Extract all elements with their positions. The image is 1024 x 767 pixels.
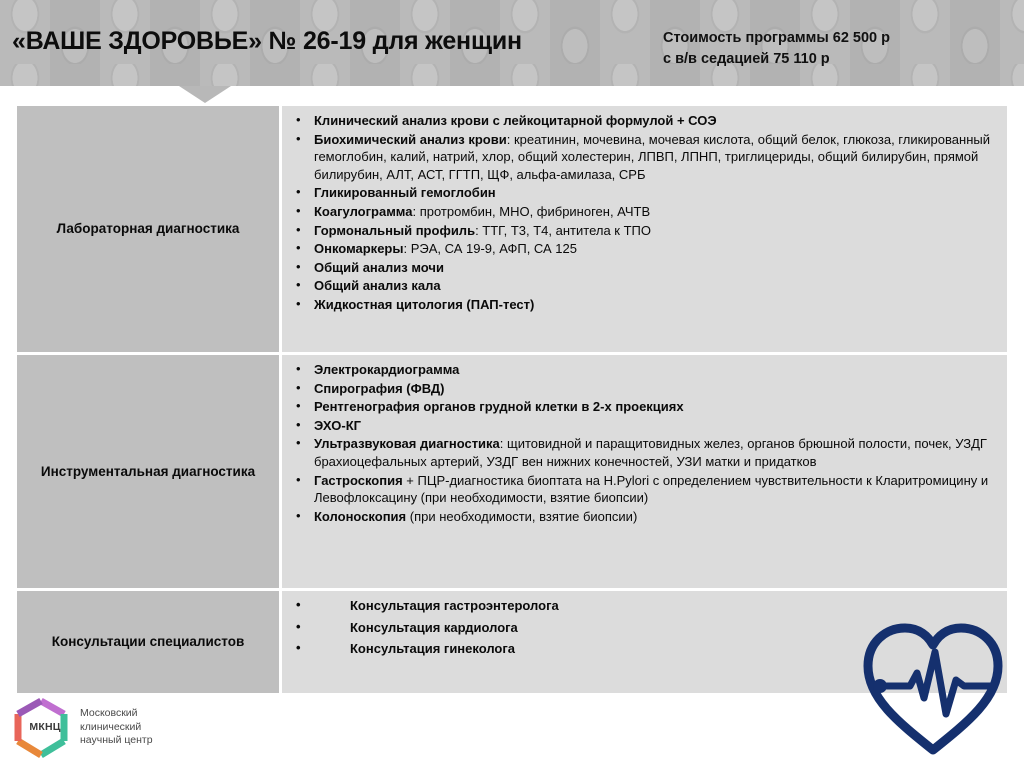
list-item-title: Консультация гинеколога bbox=[350, 641, 516, 657]
list-item-detail: : протромбин, МНО, фибриноген, АЧТВ bbox=[412, 203, 651, 219]
list-item-title: Консультация гастроэнтеролога bbox=[350, 598, 559, 613]
list-item-title: Колоноскопия bbox=[314, 508, 407, 524]
list-item bbox=[292, 222, 997, 240]
item-list bbox=[292, 361, 997, 525]
logo-name-line-2: клинический bbox=[80, 720, 142, 733]
pulse-line bbox=[880, 652, 992, 714]
list-item-title: Клинический анализ крови с лейкоцитарной формулой + СОЭ bbox=[314, 113, 717, 128]
list-item bbox=[292, 398, 997, 416]
list-item-title: Жидкостная цитология (ПАП-тест) bbox=[314, 296, 535, 312]
list-item bbox=[292, 508, 997, 526]
list-item-detail: + ПЦР-диагностика биоптата на H.Pylori с определением чувствительности к Кларитромицину и Левофлоксацину (при необходимости, взятие биопсии) bbox=[314, 472, 989, 506]
table-row bbox=[17, 355, 1007, 588]
list-item-title: Ультразвуковая диагностика bbox=[314, 436, 500, 452]
list-item bbox=[292, 277, 997, 295]
list-item bbox=[292, 240, 997, 258]
list-item bbox=[292, 417, 997, 435]
pulse-start-dot bbox=[873, 679, 887, 693]
list-item-title: Электрокардиограмма bbox=[314, 362, 460, 377]
row-label-instr: Инструментальная диагностика bbox=[17, 355, 279, 588]
list-item-title: Биохимический анализ крови bbox=[314, 131, 507, 147]
list-item-title: Рентгенография органов грудной клетки в 2-х проекциях bbox=[314, 399, 684, 415]
list-item-title: Гастроскопия bbox=[314, 472, 407, 488]
list-item bbox=[292, 380, 997, 398]
list-item bbox=[292, 259, 997, 277]
organization-logo bbox=[10, 697, 240, 759]
row-label-cons: Консультации специалистов bbox=[17, 591, 279, 693]
program-table bbox=[14, 103, 1010, 696]
list-item-detail: : ТТГ, Т3, Т4, антитела к ТПО bbox=[475, 222, 651, 238]
list-item bbox=[292, 203, 997, 221]
list-item bbox=[292, 112, 997, 130]
table-row bbox=[17, 106, 1007, 352]
list-item-title: Спирография (ФВД) bbox=[314, 380, 445, 396]
list-item bbox=[292, 361, 997, 379]
logo-name-line-1: Московский bbox=[80, 707, 138, 719]
list-item-detail: (при необходимости, взятие биопсии) bbox=[406, 508, 638, 524]
logo-mark-text: МКНЦ bbox=[29, 721, 61, 733]
row-label-lab: Лабораторная диагностика bbox=[17, 106, 279, 352]
list-item-detail: : щитовидной и паращитовидных желез, органов брюшной полости, почек, УЗДГ брахиоцефальных артерий, УЗДГ вен нижних конечностей, УЗИ матки и придатков bbox=[314, 436, 987, 469]
header-notch-decoration bbox=[179, 86, 231, 103]
page-header bbox=[0, 0, 1024, 86]
price-block bbox=[663, 28, 890, 70]
list-item bbox=[292, 131, 997, 184]
list-item bbox=[292, 472, 997, 507]
heart-pulse-icon bbox=[858, 618, 1008, 758]
list-item-title: Коагулограмма bbox=[314, 203, 413, 219]
list-item-detail: : РЭА, СА 19-9, АФП, СА 125 bbox=[403, 241, 577, 257]
list-item-title: Онкомаркеры bbox=[314, 241, 404, 257]
program-table-body bbox=[17, 106, 1007, 693]
list-item bbox=[292, 296, 997, 314]
list-item-title: Гормональный профиль bbox=[314, 222, 476, 238]
item-list bbox=[292, 112, 997, 314]
list-item bbox=[292, 435, 997, 470]
list-item bbox=[292, 184, 997, 202]
logo-name-line-3: научный центр bbox=[80, 734, 153, 746]
price-sedation: с в/в седацией 75 110 р bbox=[663, 51, 830, 67]
list-item-title: ЭХО-КГ bbox=[314, 417, 362, 433]
logo-organization-name bbox=[80, 707, 153, 748]
list-item-title: Общий анализ кала bbox=[314, 278, 441, 294]
page-title: «ВАШЕ ЗДОРОВЬЕ» № 26-19 для женщин bbox=[12, 27, 522, 55]
list-item-detail: : креатинин, мочевина, мочевая кислота, общий белок, глюкоза, гликированный гемоглобин, калий, натрий, хлор, общий холестерин, ЛПВП, ЛПНП, триглицериды, общий билирубин, прямой билирубин, АЛТ, АСТ, ГГТП, ЩФ, альфа-амилаза, СРБ bbox=[314, 131, 990, 182]
list-item bbox=[292, 597, 997, 615]
list-item-title: Общий анализ мочи bbox=[314, 259, 444, 275]
list-item-title: Консультация кардиолога bbox=[350, 619, 518, 635]
price-program: Стоимость программы 62 500 р bbox=[663, 30, 890, 46]
row-content-instr bbox=[282, 355, 1007, 588]
list-item-title: Гликированный гемоглобин bbox=[314, 185, 496, 201]
row-content-lab bbox=[282, 106, 1007, 352]
